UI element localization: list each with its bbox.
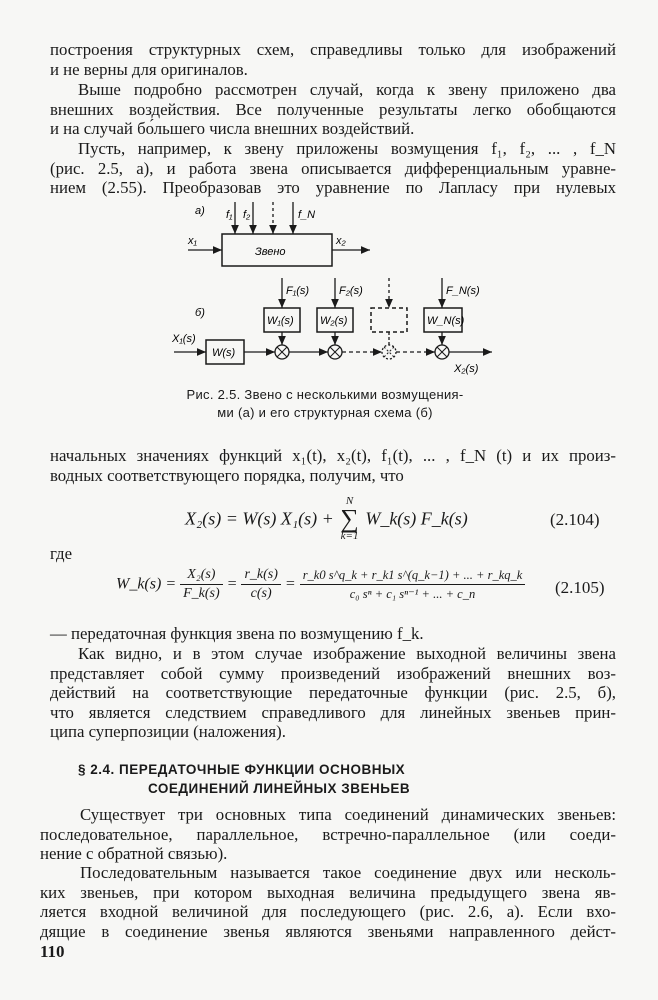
- text-line: действий на соответствующие передаточные функции (рис. 2.5, б),: [50, 683, 616, 702]
- text-line: ких звеньев, при котором выходная величина предыдущего звена яв-: [40, 882, 616, 902]
- text-line: — передаточная функция звена по возмущению f_k.: [50, 624, 424, 643]
- text-line: внешних воздействия. Все полученные результаты легко обобщаются: [50, 99, 616, 119]
- disturbance-label-f2: f₂: [243, 209, 251, 221]
- paragraph-1: [50, 40, 616, 79]
- paragraph-8: [40, 863, 616, 941]
- sum-lower-limit: k=1: [340, 530, 359, 542]
- text-line: ципа суперпозиции (наложения).: [50, 722, 286, 741]
- text-line: где: [50, 544, 73, 563]
- sum-sigma: ∑: [340, 504, 359, 533]
- text-line: (рис. 2.5, а), и работа звена описывается дифференциальным уравне-: [50, 158, 616, 178]
- text-line: нение с обратной связью).: [40, 844, 228, 863]
- heading-line: § 2.4. ПЕРЕДАТОЧНЫЕ ФУНКЦИИ ОСНОВНЫХ: [78, 762, 406, 777]
- paragraph-4: [50, 446, 616, 485]
- disturbance-label-F1: F₁(s): [286, 285, 310, 297]
- block-w2-label: W₂(s): [320, 315, 348, 327]
- equation-rhs: W_k(s) F_k(s): [365, 508, 468, 529]
- text-line: Последовательным называется такое соединение двух или несколь-: [80, 863, 616, 882]
- equation-lhs: W_k(s) =: [116, 575, 177, 593]
- disturbance-label-F2: F₂(s): [339, 285, 363, 297]
- figure-part-b-label: б): [195, 307, 205, 319]
- output-label-a: x₂: [336, 235, 346, 247]
- paragraph-6: [50, 644, 616, 742]
- text-line: и не верны для оригиналов.: [50, 59, 248, 79]
- fraction-1: [180, 566, 223, 603]
- block-w-label: W(s): [212, 347, 236, 359]
- input-label-b: X₁(s): [172, 333, 196, 345]
- paragraph-3: [50, 139, 616, 198]
- paragraph-5: [50, 624, 616, 644]
- fraction-denominator: c(s): [250, 586, 272, 601]
- disturbance-label-f1: f₁: [226, 209, 233, 221]
- caption-line: ми (а) и его структурная схема (б): [217, 405, 433, 420]
- fraction-denominator: F_k(s): [183, 586, 220, 601]
- text-line: построения структурных схем, справедливы только для изображений: [50, 40, 616, 59]
- equation-lhs: X₂(s) = W(s) X₁(s) +: [185, 508, 334, 529]
- equals-sign: =: [226, 575, 238, 593]
- heading-line: СОЕДИНЕНИЙ ЛИНЕЙНЫХ ЗВЕНЬЕВ: [148, 781, 411, 796]
- paragraph-7: [40, 805, 616, 864]
- fraction-numerator: r_k(s): [241, 566, 280, 585]
- figure-2-5-diagram: [160, 190, 500, 390]
- text-line: и на случай бо́льшего числа внешних воздействий.: [50, 119, 415, 138]
- text-line: что является следствием справедливого для линейных звеньев прин-: [50, 702, 616, 722]
- block-wn-label: W_N(s): [427, 315, 465, 327]
- text-line: Выше подробно рассмотрен случай, когда к звену приложено два: [78, 80, 616, 99]
- disturbance-label-FN: F_N(s): [446, 285, 480, 297]
- caption-line: Рис. 2.5. Звено с несколькими возмущения-: [186, 387, 464, 402]
- equation-number-105: (2.105): [555, 578, 605, 597]
- fraction-numerator: X₂(s): [180, 566, 223, 585]
- text-line: Как видно, и в этом случае изображение выходной величины звена: [78, 644, 616, 663]
- summation-symbol: [340, 496, 359, 542]
- disturbance-label-fn: f_N: [298, 209, 316, 221]
- sum-upper-limit: N: [345, 495, 354, 507]
- fraction-numerator: r_k0 s^q_k + r_k1 s^(q_k−1) + ... + r_kq_k: [300, 566, 526, 585]
- output-label-b: X₂(s): [454, 363, 479, 375]
- fraction-3: [300, 566, 526, 603]
- figure-caption: [160, 386, 490, 422]
- block-w1-label: W₁(s): [267, 315, 294, 327]
- text-line: начальных значениях функций x₁(t), x₂(t), f₁(t), ... , f_N (t) и их произ-: [50, 446, 616, 465]
- fraction-denominator: c₀ sⁿ + c₁ sⁿ⁻¹ + ... + c_n: [349, 587, 476, 601]
- text-line: Существует три основных типа соединений динамических звеньев:: [80, 805, 616, 824]
- text-line: дящие в соединение звенья являются звеньями направленного дейст-: [40, 921, 616, 941]
- equals-sign: =: [284, 575, 296, 593]
- equation-2-104: [185, 496, 468, 542]
- fraction-2: [241, 566, 280, 603]
- section-heading: [78, 760, 498, 798]
- text-line: представляет собой сумму произведений изображений внешних воз-: [50, 663, 616, 683]
- figure-part-a-label: а): [195, 205, 205, 217]
- input-label-a: x₁: [188, 235, 197, 247]
- where-word: [50, 544, 616, 564]
- text-line: ляется входной величиной для последующего (рис. 2.6, а). Если вхо-: [40, 902, 616, 921]
- text-line: водных соответствующего порядка, получим, что: [50, 465, 404, 485]
- block-dashed: [371, 308, 407, 332]
- block-zveno-label: Звено: [255, 246, 286, 258]
- page-number: 110: [40, 942, 65, 961]
- text-line: последовательное, параллельное, встречно-параллельное (или соеди-: [40, 824, 616, 844]
- text-line: Пусть, например, к звену приложены возмущения f₁, f₂, ... , f_N: [78, 139, 616, 158]
- paragraph-2: [50, 80, 616, 139]
- text-line: нием (2.55). Преобразовав это уравнение по Лапласу при нулевых: [50, 178, 616, 197]
- equation-number-104: (2.104): [550, 510, 600, 529]
- equation-2-105: [116, 566, 525, 603]
